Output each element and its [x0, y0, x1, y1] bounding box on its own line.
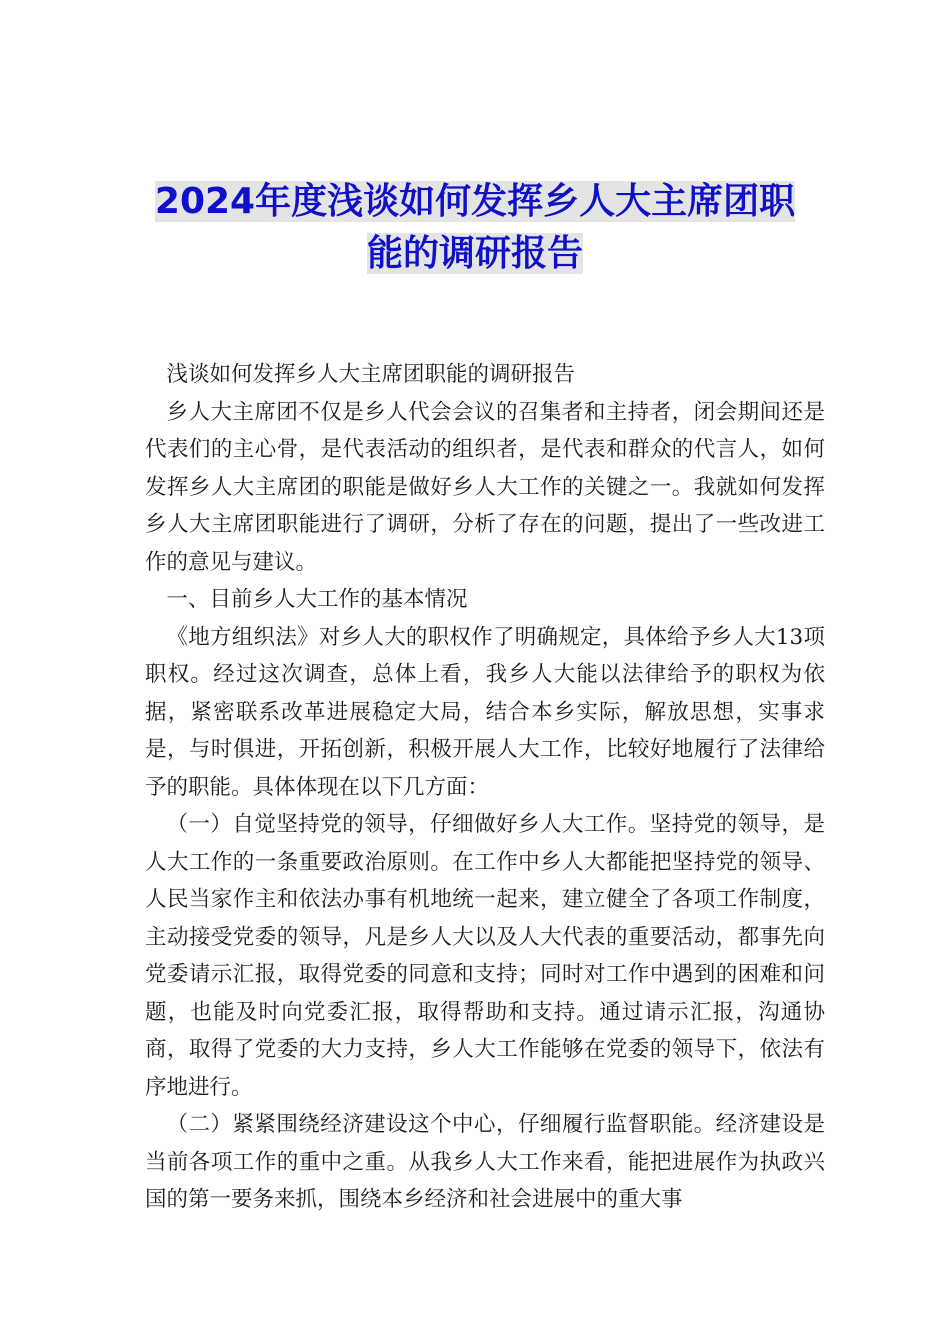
paragraph-organization-law: 《地方组织法》对乡人大的职权作了明确规定，具体给予乡人大13项职权。经过这次调查，总体上看，我乡人大能以法律给予的职权为依据，紧密联系改革进展稳定大局，结合本乡实际，解放思想，实事求是，与时俱进，开拓创新，积极开展人大工作，比较好地履行了法律给予的职能。具体体现在以下几方面：: [145, 624, 825, 800]
document-body: [145, 356, 825, 1219]
paragraph-intro: 乡人大主席团不仅是乡人代会会议的召集者和主持者，闭会期间还是代表们的主心骨，是代表活动的组织者，是代表和群众的代言人，如何发挥乡人大主席团的职能是做好乡人大工作的关键之一。我就如何发挥乡人大主席团职能进行了调研，分析了存在的问题，提出了一些改进工作的意见与建议。: [145, 399, 825, 575]
paragraph-heading: 浅谈如何发挥乡人大主席团职能的调研报告: [166, 362, 576, 387]
paragraph-party-leadership: （一）自觉坚持党的领导，仔细做好乡人大工作。坚持党的领导，是人大工作的一条重要政治原则。在工作中乡人大都能把坚持党的领导、人民当家作主和依法办事有机地统一起来，建立健全了各项工作制度，主动接受党委的领导，凡是乡人大以及人大代表的重要活动，都事先向党委请示汇报，取得党委的同意和支持；同时对工作中遇到的困难和问题，也能及时向党委汇报，取得帮助和支持。通过请示汇报，沟通协商，取得了党委的大力支持，乡人大工作能够在党委的领导下，依法有序地进行。: [145, 812, 825, 1100]
paragraph-economic-construction: （二）紧紧围绕经济建设这个中心，仔细履行监督职能。经济建设是当前各项工作的重中之重。从我乡人大工作来看，能把进展作为执政兴国的第一要务来抓，围绕本乡经济和社会进展中的重大事: [145, 1112, 825, 1212]
title-line-2: 能的调研报告: [366, 233, 583, 274]
section-heading-1: 一、目前乡人大工作的基本情况: [166, 587, 468, 612]
document-title: [100, 176, 850, 280]
title-line-1: 2024年度浅谈如何发挥乡人大主席团职: [154, 181, 796, 222]
